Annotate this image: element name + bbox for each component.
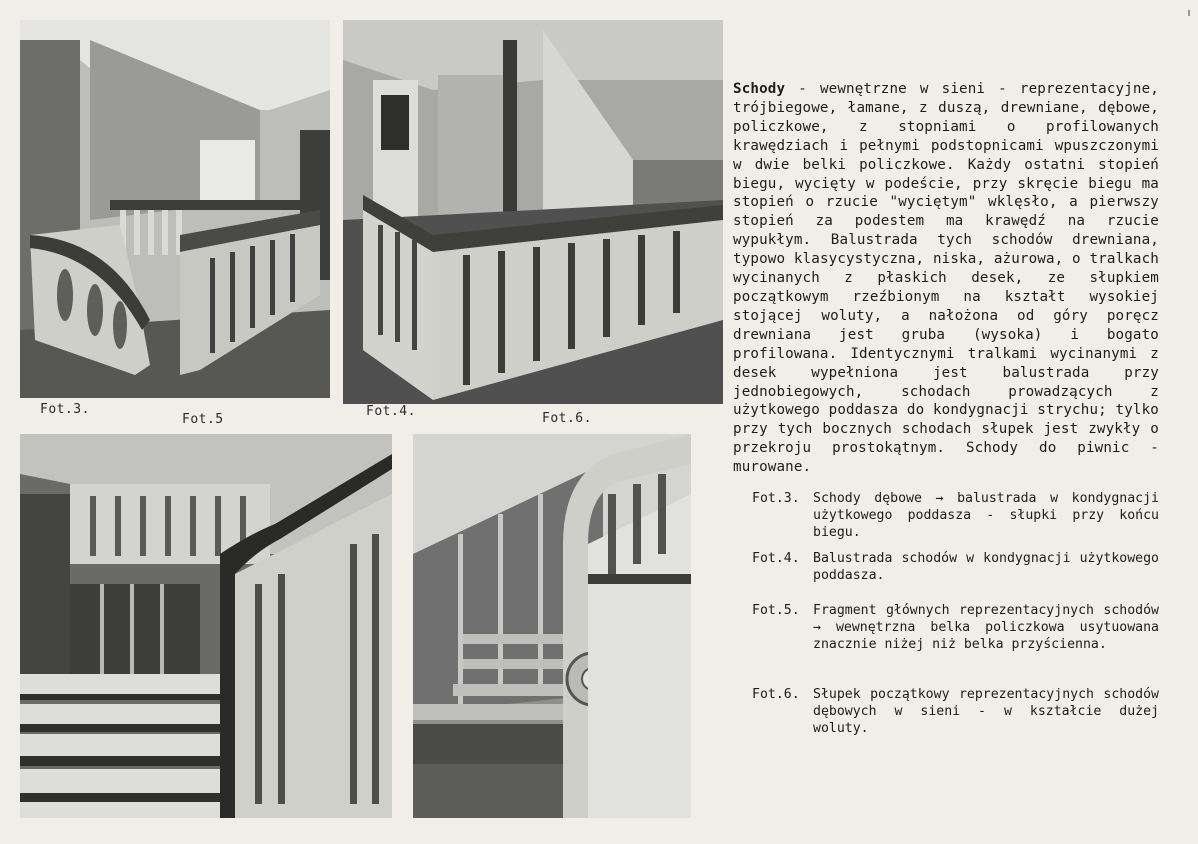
legend-number: Fot.3. [752,491,800,506]
description-heading: Schody [733,81,786,97]
legend-description: Fragment głównych reprezentacyjnych schodów → wewnętrzna belka policzkowa usytuowana znacznie niżej niż belka przyścienna. [813,603,1159,652]
photo-fot6-volute-newel [413,434,691,818]
photo-fot5-main-stairs [20,434,392,818]
legend-description: Balustrada schodów w kondygnacji użytkowego poddasza. [813,551,1159,583]
legend-description: Słupek początkowy reprezentacyjnych schodów dębowych w sieni - w kształcie dużej woluty. [813,687,1159,736]
caption-fot5: Fot.5 [182,412,224,427]
caption-fot6: Fot.6. [542,411,592,426]
caption-fot4: Fot.4. [366,404,416,419]
legend-item-fot6 [752,686,1162,738]
caption-fot3: Fot.3. [40,402,90,417]
description-body: - wewnętrzne w sieni - reprezentacyjne, trójbiegowe, łamane, z duszą, drewniane, dębowe, policzkowe, z stopniami o profilowanych krawędziach i pełnymi podstopnicami wpuszczonymi w dwie belki policzkowe. Każdy ostatni stopień biegu, wycięty w podeście, przy skręcie biegu ma stopień o rzucie "wyciętym" wklęsło, a pierwszy stopień za podestem ma krawędź na rzucie wypukłym. Balustrada tych schodów drewniana, typowo klasycystyczna, niska, ażurowa, o tralkach wycinanych z płaskich desek, ze słupkiem początkowym rzeźbionym na kształt wysokiej stojącej woluty, a nałożona od góry poręcz drewniana jest gruba (wysoka) i bogato profilowana. Identycznymi tralkami wycinanymi z desek wypełniona jest balustrada przy jednobiegowych, schodach prowadzących z użytkowego poddasza do kondygnacji strychu; tylko przy tych bocznych schodach słupek jest zwykły o przekroju prostokątnym. Schody do piwnic - murowane. [733,81,1159,476]
photo-fot3-staircase-landing [20,20,330,398]
legend-number: Fot.4. [752,551,800,566]
legend-item-fot4 [752,550,1162,586]
photo-fot4-balustrade [343,20,723,404]
description-paragraph [733,80,1159,477]
legend-description: Schody dębowe → balustrada w kondygnacji użytkowego poddasza - słupki przy końcu biegu. [813,491,1159,540]
legend-number: Fot.5. [752,603,800,618]
legend-item-fot5 [752,602,1162,654]
legend-item-fot3 [752,490,1162,542]
legend-number: Fot.6. [752,687,800,702]
sheet-edge-mark [1188,10,1190,16]
